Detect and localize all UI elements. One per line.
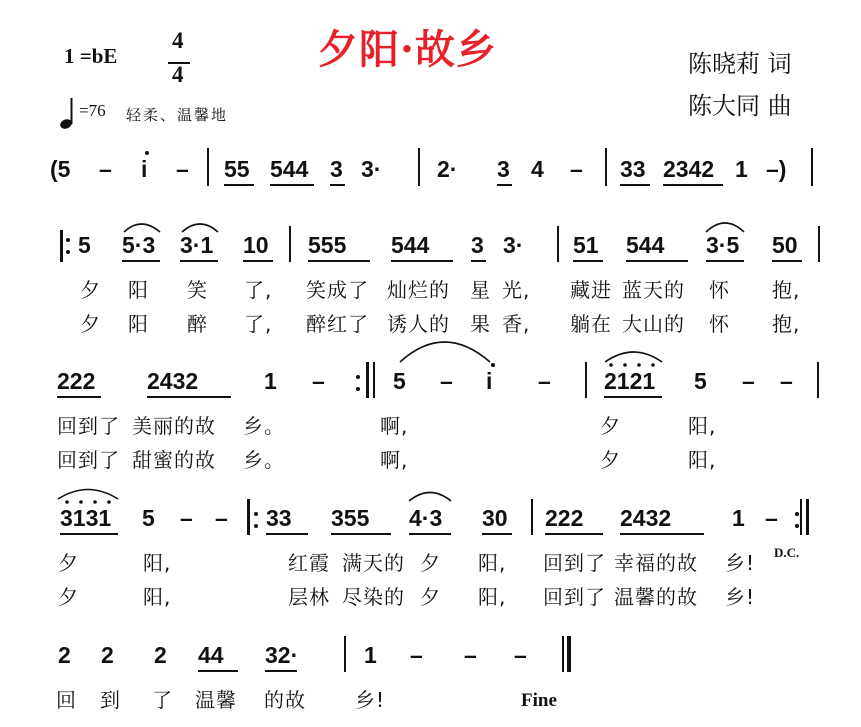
lyric: 大山的 [622, 312, 685, 336]
lyric: 红霞 [288, 551, 330, 575]
note: 355 [331, 505, 370, 531]
score-row-3 [0, 368, 861, 478]
underline [198, 670, 238, 672]
note: – [742, 368, 755, 394]
score-row-4 [0, 505, 861, 615]
final-barline [567, 636, 571, 672]
underline [180, 260, 218, 262]
underline [330, 184, 345, 186]
note: 55 [224, 156, 250, 182]
note: 2432 [147, 368, 199, 394]
da-capo-marking: D.C. [774, 545, 800, 560]
barline [605, 148, 607, 186]
note: i [141, 156, 148, 182]
underline [265, 670, 297, 672]
underline [482, 533, 512, 535]
note: 544 [270, 156, 309, 182]
note: 4 [531, 156, 544, 182]
tempo-marking: =76 [79, 101, 106, 120]
repeat-end-barline [366, 362, 369, 398]
lyric: 诱人的 [387, 312, 450, 336]
lyric: 乡。 [243, 414, 285, 438]
note: i [486, 368, 493, 394]
score-row-2 [0, 232, 861, 342]
score-row-1 [0, 156, 861, 216]
underline [497, 184, 512, 186]
lyric: 夕 [600, 448, 621, 472]
note: 5·3 [122, 232, 156, 258]
note: –) [766, 156, 787, 182]
fine-marking: Fine [521, 690, 557, 711]
lyric: 果 [470, 312, 491, 336]
lyric: 阳, [688, 448, 717, 472]
note: 4·3 [409, 505, 443, 531]
lyric: 躺在 [570, 312, 612, 336]
underline [620, 533, 704, 535]
note: – [464, 642, 477, 668]
note: 2121 [604, 368, 656, 394]
note: 10 [243, 232, 269, 258]
underline [331, 533, 391, 535]
note: 5 [393, 368, 406, 394]
lyric: 醉 [187, 312, 208, 336]
underline [620, 184, 650, 186]
lyric: 层林 [288, 585, 330, 609]
underline [604, 396, 662, 398]
note: – [176, 156, 189, 182]
lyric: 香, [502, 312, 531, 336]
underline [122, 260, 160, 262]
quarter-note-icon [59, 96, 81, 130]
note: 3 [471, 232, 484, 258]
lyric: 回到了 [57, 414, 120, 438]
note: 555 [308, 232, 347, 258]
lyric: 温馨 [195, 688, 237, 712]
time-signature-top: 4 [172, 28, 184, 53]
octave-dot [145, 151, 149, 155]
note: 3 [330, 156, 343, 182]
lyric: 夕 [80, 312, 101, 336]
lyric: 乡! [725, 551, 756, 575]
note: 5 [78, 232, 91, 258]
lyric: 了, [244, 278, 273, 302]
lyric: 怀 [709, 278, 730, 302]
lyric: 满天的 [342, 551, 405, 575]
lyricist-credit: 陈晓莉 词 [688, 50, 792, 78]
lyric: 灿烂的 [387, 278, 450, 302]
note: 2432 [620, 505, 672, 531]
note: – [312, 368, 325, 394]
note: 5 [694, 368, 707, 394]
underline [409, 533, 451, 535]
lyric: 乡。 [243, 448, 285, 472]
note: (5 [50, 156, 71, 182]
note: 50 [772, 232, 798, 258]
lyric: 醉红了 [306, 312, 369, 336]
barline [800, 499, 802, 535]
lyric: 回到了 [57, 448, 120, 472]
underline [706, 260, 744, 262]
lyric: 笑成了 [306, 278, 369, 302]
note: 2· [437, 156, 458, 182]
lyric: 星 [470, 278, 491, 302]
underline [573, 260, 603, 262]
barline [344, 636, 346, 672]
lyric: 回到了 [543, 585, 606, 609]
note: 2 [101, 642, 114, 668]
underline [243, 260, 273, 262]
lyric: 阳, [143, 551, 172, 575]
note: – [410, 642, 423, 668]
underline [663, 184, 723, 186]
lyric: 阳 [128, 312, 149, 336]
lyric: 温馨的故 [614, 585, 698, 609]
barline [289, 226, 291, 262]
lyric: 甜蜜的故 [132, 448, 216, 472]
note: – [440, 368, 453, 394]
lyric: 光, [502, 278, 531, 302]
underline [626, 260, 688, 262]
lyric: 笑 [187, 278, 208, 302]
octave-dot [491, 363, 495, 367]
lyric: 回 [56, 688, 77, 712]
note: 1 [364, 642, 377, 668]
tempo-description: 轻柔、温馨地 [126, 106, 229, 124]
lyric: 夕 [600, 414, 621, 438]
song-title: 夕阳·故乡 [318, 26, 497, 73]
note: 2342 [663, 156, 715, 182]
underline [308, 260, 370, 262]
barline [817, 362, 819, 398]
slur [182, 224, 218, 232]
note: 3131 [60, 505, 112, 531]
key-signature: 1 =bE [64, 44, 118, 68]
note: 1 [735, 156, 748, 182]
lyric: 夕 [420, 585, 441, 609]
barline [811, 148, 813, 186]
note: – [570, 156, 583, 182]
lyric: 尽染的 [342, 585, 405, 609]
lyric: 抱, [772, 312, 801, 336]
note: 222 [57, 368, 96, 394]
note: 1 [264, 368, 277, 394]
note: 5 [142, 505, 155, 531]
note: 33 [266, 505, 292, 531]
note: 33 [620, 156, 646, 182]
note: 32· [265, 642, 299, 668]
slur [605, 352, 662, 362]
lyric: 阳, [143, 585, 172, 609]
note: 44 [198, 642, 224, 668]
note: 51 [573, 232, 599, 258]
note: 2 [154, 642, 167, 668]
lyric: 藏进 [570, 278, 612, 302]
time-signature-bottom: 4 [172, 62, 184, 87]
underline [545, 533, 603, 535]
barline [562, 636, 564, 672]
barline [585, 362, 587, 398]
lyric: 了 [152, 688, 173, 712]
barline [531, 499, 533, 535]
lyric: 到 [100, 688, 121, 712]
underline [224, 184, 254, 186]
note: 3· [503, 232, 524, 258]
note: – [514, 642, 527, 668]
lyric: 夕 [80, 278, 101, 302]
lyric: 了, [244, 312, 273, 336]
underline [772, 260, 802, 262]
lyric: 抱, [772, 278, 801, 302]
underline [147, 396, 231, 398]
lyric: 幸福的故 [614, 551, 698, 575]
underline [266, 533, 308, 535]
note: 1 [732, 505, 745, 531]
repeat-start-barline [247, 499, 250, 535]
underline [471, 260, 486, 262]
lyric: 夕 [58, 551, 79, 575]
underline [57, 396, 101, 398]
slur [58, 490, 118, 500]
note: 544 [391, 232, 430, 258]
note: 544 [626, 232, 665, 258]
lyric: 夕 [420, 551, 441, 575]
lyric: 阳, [478, 551, 507, 575]
note: 3·1 [180, 232, 214, 258]
slur [124, 224, 160, 232]
lyric: 啊, [380, 414, 409, 438]
note: 2 [58, 642, 71, 668]
slur [409, 493, 451, 502]
note: – [215, 505, 228, 531]
repeat-start-barline [60, 230, 63, 262]
lyric: 回到了 [543, 551, 606, 575]
note: – [780, 368, 793, 394]
underline [391, 260, 453, 262]
note: – [99, 156, 112, 182]
lyric: 啊, [380, 448, 409, 472]
lyric: 夕 [58, 585, 79, 609]
note: 3·5 [706, 232, 740, 258]
note: – [180, 505, 193, 531]
underline [60, 533, 118, 535]
barline [818, 226, 820, 262]
underline [270, 184, 314, 186]
note: 3· [361, 156, 382, 182]
lyric: 阳, [688, 414, 717, 438]
barline [373, 362, 375, 398]
lyric: 阳 [128, 278, 149, 302]
barline [207, 148, 209, 186]
lyric: 阳, [478, 585, 507, 609]
barline [557, 226, 559, 262]
note: 3 [497, 156, 510, 182]
lyric: 的故 [264, 688, 306, 712]
note: 222 [545, 505, 584, 531]
lyric: 乡! [355, 688, 386, 712]
note: 30 [482, 505, 508, 531]
lyric: 美丽的故 [132, 414, 216, 438]
lyric: 怀 [709, 312, 730, 336]
note: – [765, 505, 778, 531]
barline [418, 148, 420, 186]
slur [706, 223, 744, 232]
lyric: 乡! [725, 585, 756, 609]
note: – [538, 368, 551, 394]
lyric: 蓝天的 [622, 278, 685, 302]
score-row-5 [0, 642, 861, 722]
tie [400, 342, 490, 362]
repeat-end-barline [806, 499, 809, 535]
composer-credit: 陈大同 曲 [688, 92, 792, 120]
